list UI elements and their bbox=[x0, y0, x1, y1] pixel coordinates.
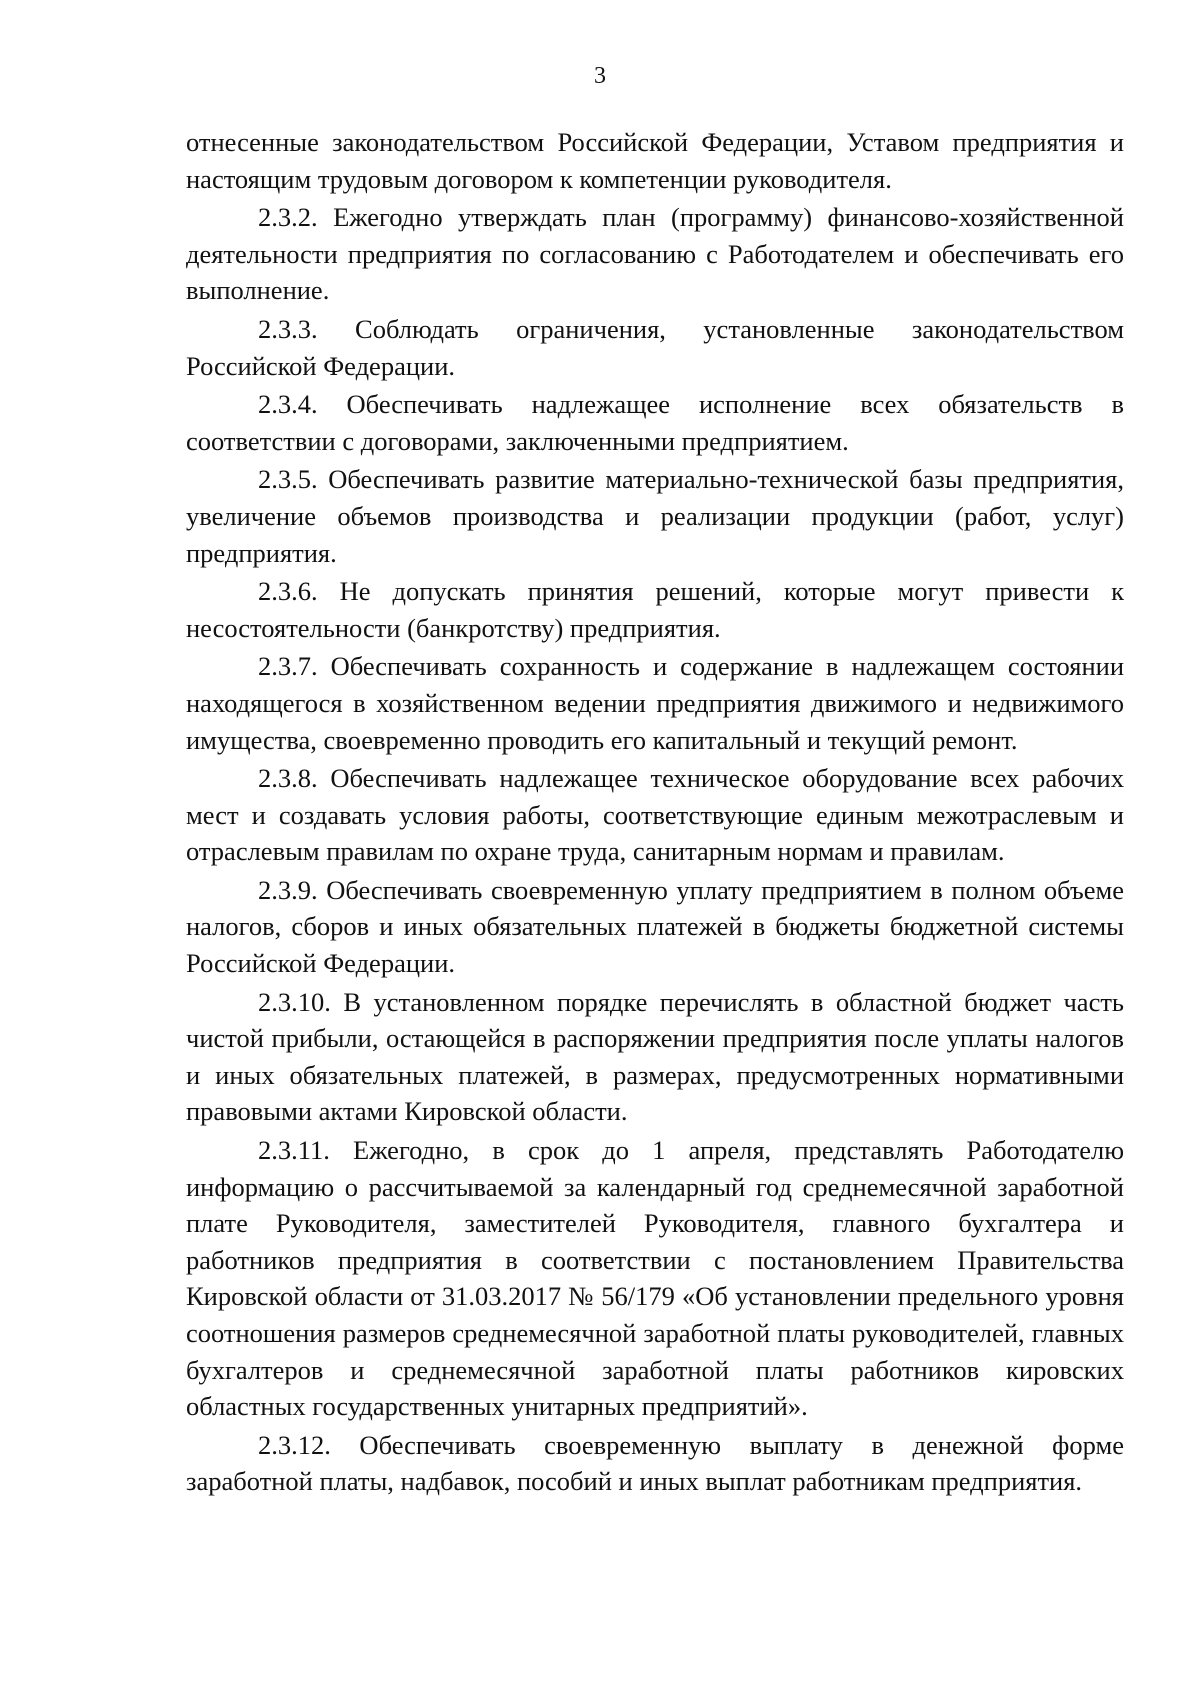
paragraph-2-3-10: 2.3.10. В установленном порядке перечислять в областной бюджет часть чистой прибыли, остающейся в распоряжении предприятия после уплаты налогов и иных обязательных платежей, в размерах, предусмотренных нормативными правовыми актами Кировской области. bbox=[186, 986, 1124, 1127]
paragraph-2-3-2: 2.3.2. Ежегодно утверждать план (программу) финансово-хозяйственной деятельности предприятия по согласованию с Работодателем и обеспечивать его выполнение. bbox=[186, 202, 1124, 306]
document-body bbox=[186, 124, 1124, 1502]
paragraph-2-3-4: 2.3.4. Обеспечивать надлежащее исполнение всех обязательств в соответствии с договорами, заключенными предприятием. bbox=[186, 389, 1124, 456]
paragraph-2-3-5: 2.3.5. Обеспечивать развитие материально-технической базы предприятия, увеличение объемов производства и реализации продукции (работ, услуг) предприятия. bbox=[186, 464, 1124, 568]
paragraph-continuation: отнесенные законодательством Российской Федерации, Уставом предприятия и настоящим трудовым договором к компетенции руководителя. bbox=[186, 127, 1124, 194]
paragraph-2-3-6: 2.3.6. Не допускать принятия решений, которые могут привести к несостоятельности (банкротству) предприятия. bbox=[186, 576, 1124, 643]
paragraph-2-3-8: 2.3.8. Обеспечивать надлежащее техническое оборудование всех рабочих мест и создавать условия работы, соответствующие единым межотраслевым и отраслевым правилам по охране труда, санитарным нормам и правилам. bbox=[186, 763, 1124, 867]
page-number: 3 bbox=[594, 63, 606, 89]
paragraph-2-3-7: 2.3.7. Обеспечивать сохранность и содержание в надлежащем состоянии находящегося в хозяйственном ведении предприятия движимого и недвижимого имущества, своевременно проводить его капитальный и текущий ремонт. bbox=[186, 651, 1124, 755]
paragraph-2-3-9: 2.3.9. Обеспечивать своевременную уплату предприятием в полном объеме налогов, сборов и иных обязательных платежей в бюджеты бюджетной системы Российской Федерации. bbox=[186, 874, 1124, 979]
paragraph-2-3-11: 2.3.11. Ежегодно, в срок до 1 апреля, представлять Работодателю информацию о рассчитываемой за календарный год среднемесячной заработной плате Руководителя, заместителей Руководителя, главного бухгалтера и работников предприятия в соответствии с постановлением Правительства Кировской области от 31.03.2017 № 56/179 «Об установлении предельного уровня соотношения размеров среднемесячной заработной платы руководителей, главных бухгалтеров и среднемесячной заработной платы работников кировских областных государственных унитарных предприятий». bbox=[186, 1135, 1124, 1422]
paragraph-2-3-3: 2.3.3. Соблюдать ограничения, установленные законодательством Российской Федерации. bbox=[186, 313, 1124, 381]
paragraph-2-3-12: 2.3.12. Обеспечивать своевременную выплату в денежной форме заработной платы, надбавок, пособий и иных выплат работникам предприятия. bbox=[186, 1429, 1124, 1497]
